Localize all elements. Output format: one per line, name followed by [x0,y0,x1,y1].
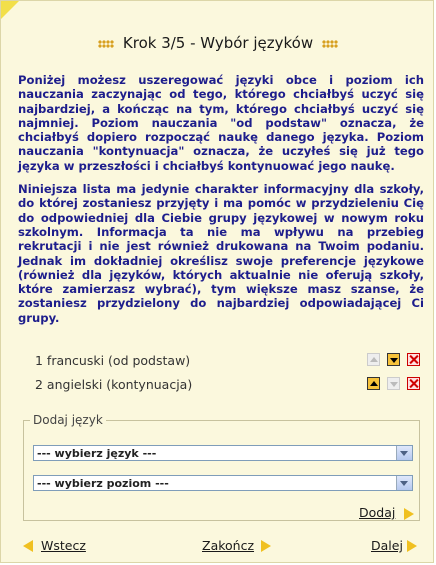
page-title [1,34,435,52]
dots-left-icon [98,40,114,48]
language-row-2 [35,376,425,394]
delete-icon[interactable] [407,353,420,366]
add-language-legend: Dodaj język [33,413,103,427]
language-select-value: --- wybierz język --- [37,447,157,460]
chevron-down-icon[interactable] [396,476,412,490]
back-button[interactable]: Wstecz [41,538,86,553]
dots-right-icon [322,40,338,48]
language-label: 1 francuski (od podstaw) [35,353,191,368]
add-button[interactable]: Dodaj [359,505,396,520]
move-down-icon[interactable] [387,353,400,366]
intro-text [18,73,424,334]
level-select-value: --- wybierz poziom --- [37,477,169,490]
level-select[interactable] [33,475,413,491]
page-title-text: Krok 3/5 - Wybór języków [122,34,314,52]
add-language-fieldset [23,413,420,521]
arrow-right-icon[interactable] [407,540,417,552]
next-button[interactable]: Dalej [371,538,403,553]
chevron-down-icon[interactable] [396,446,412,460]
language-select[interactable] [33,445,413,461]
arrow-right-icon[interactable] [404,508,414,520]
move-up-icon[interactable] [367,377,380,390]
language-row-1 [35,352,425,370]
arrow-right-icon[interactable] [261,540,271,552]
move-up-icon [367,353,380,366]
delete-icon[interactable] [407,377,420,390]
move-down-icon [387,377,400,390]
language-label: 2 angielski (kontynuacja) [35,377,193,392]
arrow-left-icon[interactable] [23,540,33,552]
intro-paragraph-1: Poniżej możesz uszeregować języki obce i poziom ich nauczania zaczynając od tego, którego chciałbyś uczyć się najbardziej, a kończąc na tym, którego chciałbyś uczyć się najmniej. Poziom nauczania "od podstaw" oznacza, że chciałbyś dopiero rozpocząć naukę danego języka. Poziom nauczania "kontynuacja" oznacza, że uczyłeś się już tego języka w przeszłości i chciałbyś kontynuować jego naukę. [18,73,424,173]
intro-paragraph-2: Niniejsza lista ma jedynie charakter informacyjny dla szkoły, do której zostaniesz przyjęty i ma pomóc w przydzieleniu Cię do odpowiedniej dla Ciebie grupy językowej w nowym roku szkolnym. Informacja ta nie ma wpływu na przebieg rekrutacji i nie jest również drukowana na Twoim podaniu. Jednak im dokładniej określisz swoje preferencje językowe (również dla języków, których aktualnie nie oferują szkoły, które zamierzasz wybrać), tym większe masz szanse, że zostaniesz przydzielony do najbardziej odpowiadającej Ci grupy. [18,182,424,325]
finish-button[interactable]: Zakończ [202,538,255,553]
corner-decoration [1,1,19,19]
